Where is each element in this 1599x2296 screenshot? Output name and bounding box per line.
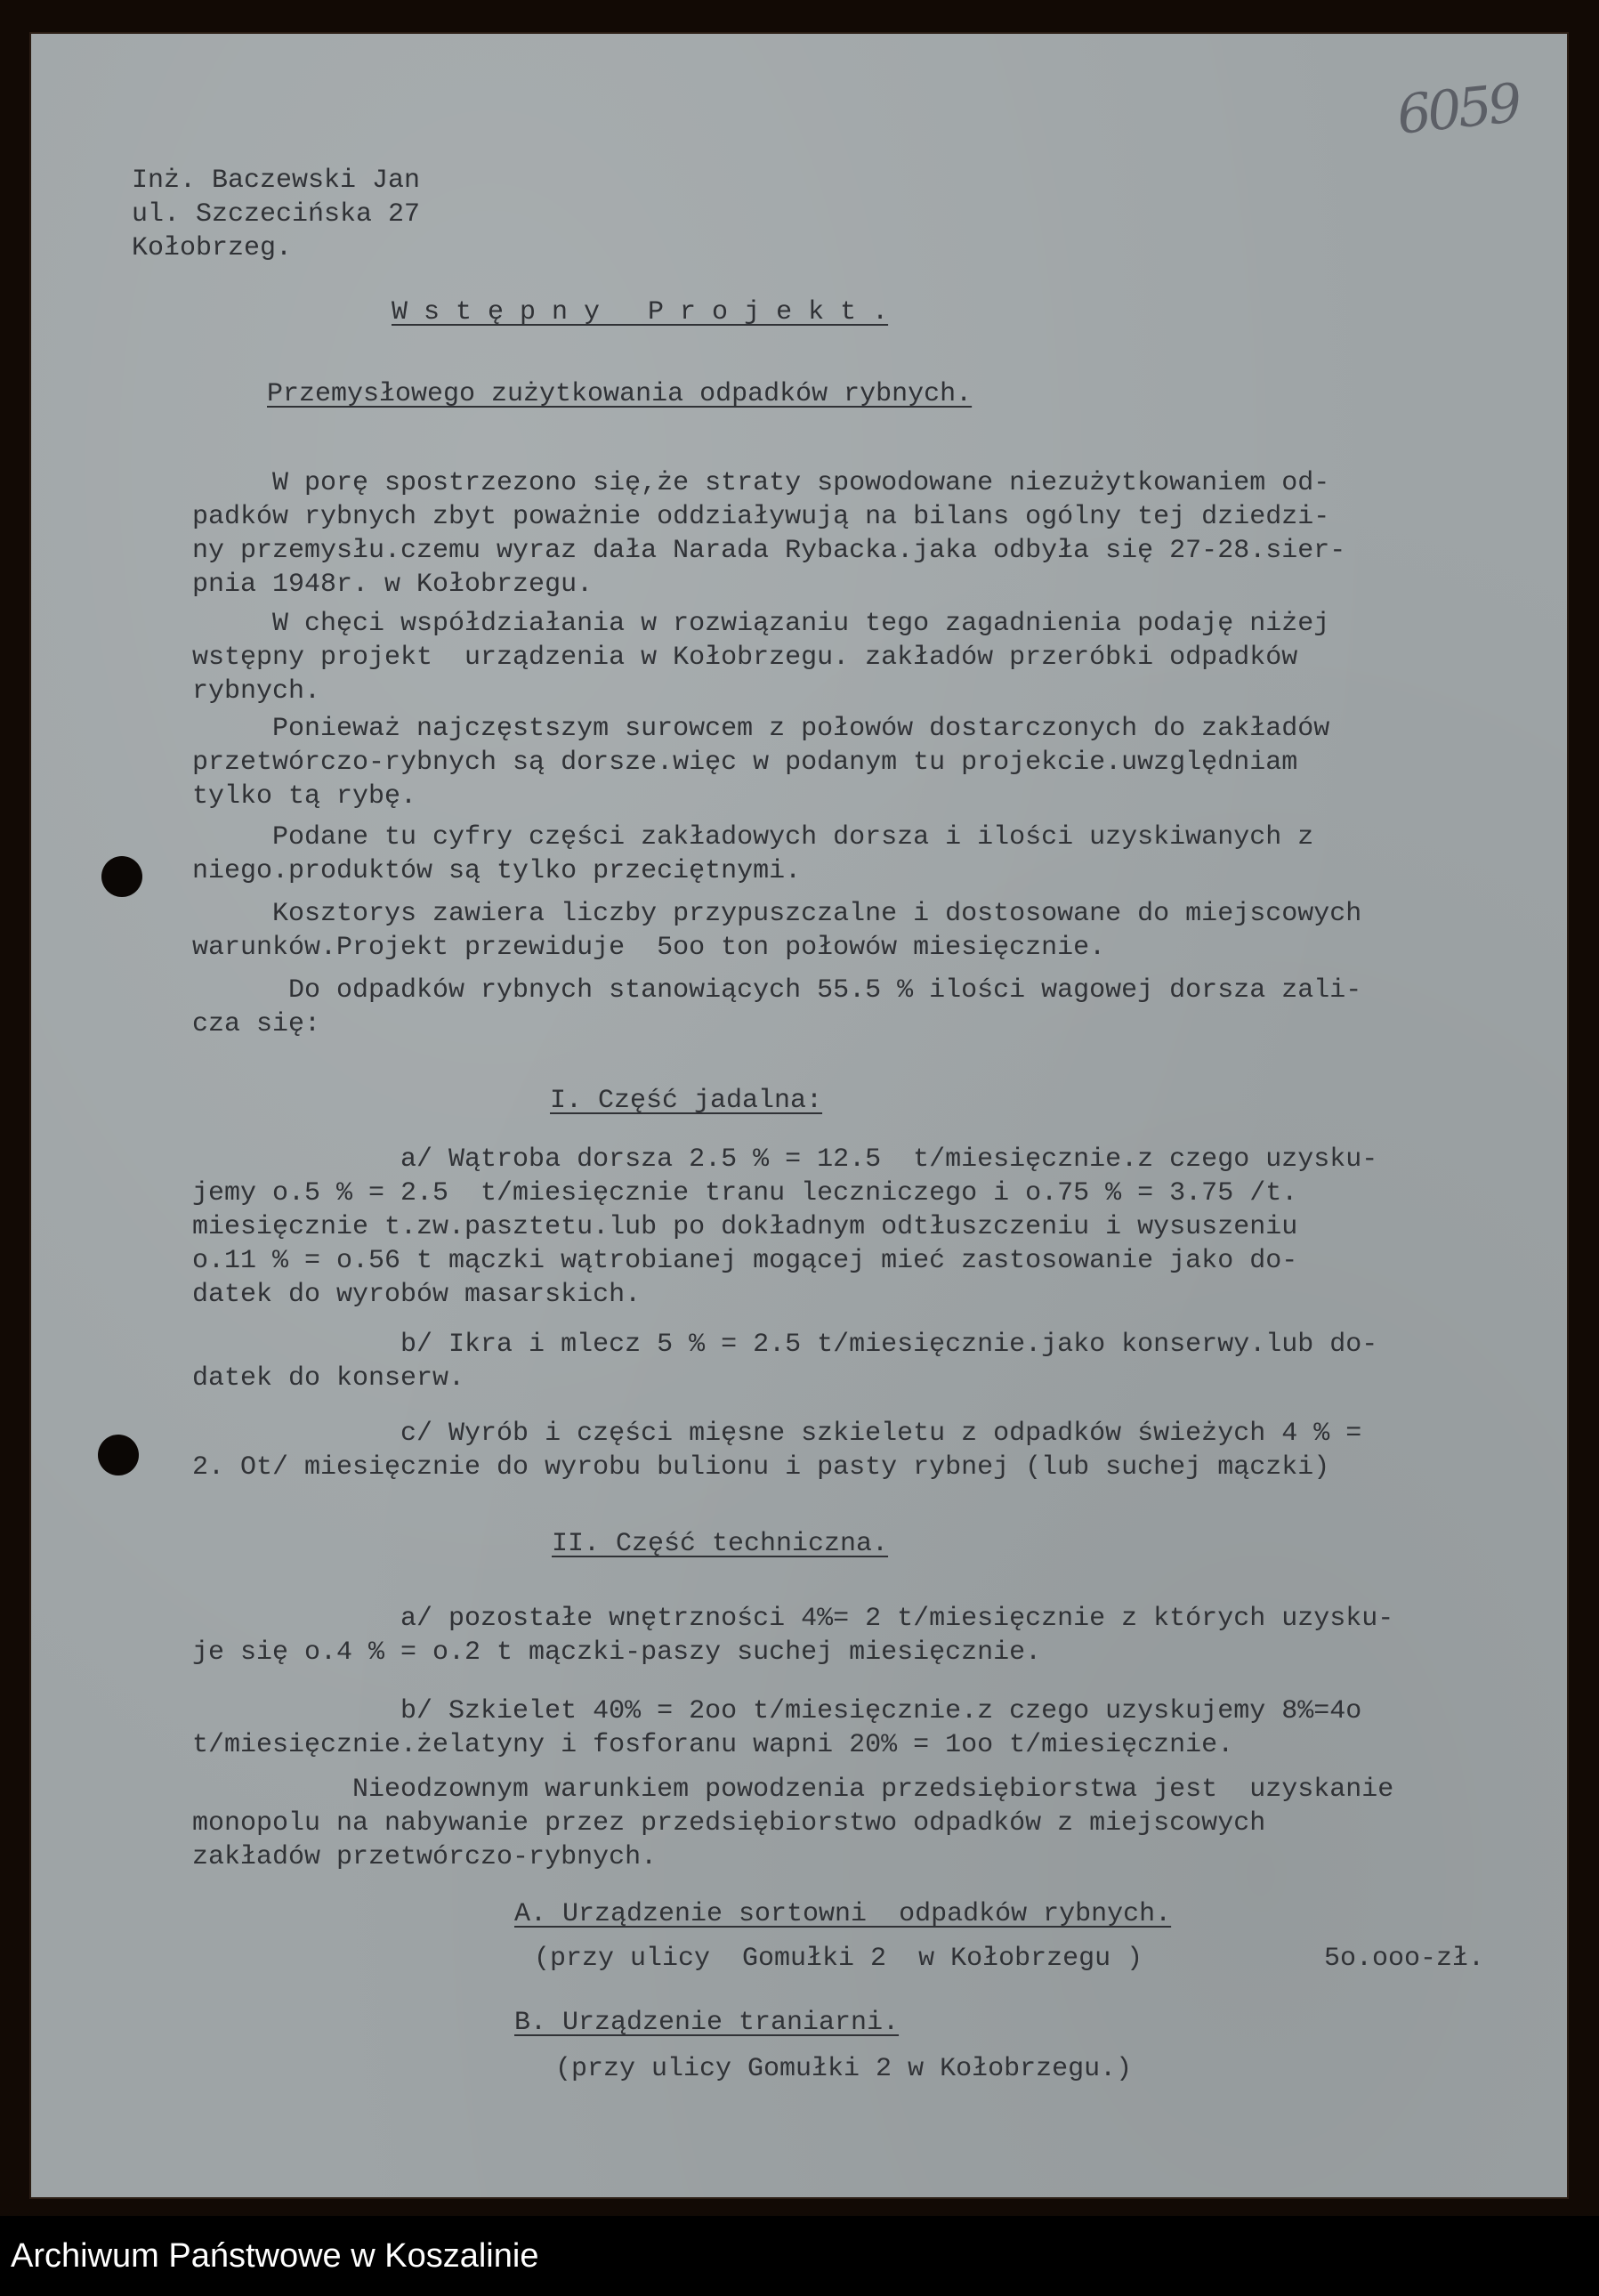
paragraph: Kosztorys zawiera liczby przypuszczalne i dostosowane do miejscowych warunków.Projekt przewiduje 5oo ton połowów miesięcznie. [192,899,1362,963]
list-item: b/ Szkielet 40% = 2oo t/miesięcznie.z czego uzyskujemy 8%=4o t/miesięcznie.żelatyny i fosforanu wapni 20% = 1oo t/miesięcznie. [192,1696,1362,1760]
document-subtitle: Przemysłowego zużytkowania odpadków rybnych. [267,379,973,409]
section-heading: II. Część techniczna. [552,1529,889,1559]
paragraph: W chęci współdziałania w rozwiązaniu tego zagadnienia podaję niżej wstępny projekt urządzenia w Kołobrzegu. zakładów przeróbki odpadków rybnych. [192,609,1330,707]
paragraph: Ponieważ najczęstszym surowcem z połowów dostarczonych do zakładów przetwórczo-rybnych są dorsze.więc w podanym tu projekcie.uwzględniam tylko tą rybę. [192,714,1330,812]
list-item: a/ pozostałe wnętrzności 4%= 2 t/miesięcznie z których uzysku- je się o.4 % = o.2 t mączki-paszy suchej miesięcznie. [192,1604,1394,1668]
cost-item-amount: 5o.ooo-zł. [1324,1944,1485,1974]
paragraph: W porę spostrzezono się,że straty spowodowane niezużytkowaniem od- padków rybnych zbyt poważnie oddziaływują na bilans ogólny tej dziedzi- ny przemysłu.czemu wyraz dała Narada Rybacka.jaka odbyła się 27-28.sier- pnia 1948r. w Kołobrzegu. [192,468,1346,600]
list-item: a/ Wątroba dorsza 2.5 % = 12.5 t/miesięcznie.z czego uzysku- jemy o.5 % = 2.5 t/miesięcznie tranu leczniczego i o.75 % = 3.75 /t. miesięcznie t.zw.pasztetu.lub po dokładnym odtłuszczeniu i wysuszeniu o.11 % = o.56 t mączki wątrobianej mogącej mieć zastosowanie jako do- datek do wyrobów masarskich. [192,1144,1378,1310]
cost-item-label: B. Urządzenie traniarni. [514,2008,900,2038]
sender-city: Kołobrzeg. [132,233,293,263]
page-number: 6059 [1393,72,1522,147]
document-title: W s t ę p n y P r o j e k t . [392,297,889,327]
section-heading: I. Część jadalna: [550,1086,823,1116]
cost-item-location: (przy ulicy Gomułki 2 w Kołobrzegu.) [555,2054,1133,2084]
punch-hole [98,1435,139,1475]
list-item: b/ Ikra i mlecz 5 % = 2.5 t/miesięcznie.jako konserwy.lub do- datek do konserw. [192,1330,1378,1394]
archive-name: Archiwum Państwowe w Koszalinie [11,2237,539,2275]
closing-paragraph: Nieodzownym warunkiem powodzenia przedsiębiorstwa jest uzyskanie monopolu na nabywanie przez przedsiębiorstwo odpadków z miejscowych zakładów przetwórczo-rybnych. [192,1775,1394,1872]
punch-hole [101,856,142,897]
sender-name: Inż. Baczewski Jan [132,166,421,196]
sender-street: ul. Szczecińska 27 [132,199,421,230]
paragraph: Podane tu cyfry części zakładowych dorsza i ilości uzyskiwanych z niego.produktów są tylko przeciętnymi. [192,822,1314,886]
archive-footer [0,2216,1599,2296]
cost-item-location: (przy ulicy Gomułki 2 w Kołobrzegu ) [534,1944,1143,1974]
cost-item-label: A. Urządzenie sortowni odpadków rybnych. [514,1899,1172,1929]
paragraph: Do odpadków rybnych stanowiących 55.5 % ilości wagowej dorsza zali- cza się: [192,975,1362,1039]
list-item: c/ Wyrób i części mięsne szkieletu z odpadków świeżych 4 % = 2. Ot/ miesięcznie do wyrobu bulionu i pasty rybnej (lub suchej mączki) [192,1419,1362,1483]
